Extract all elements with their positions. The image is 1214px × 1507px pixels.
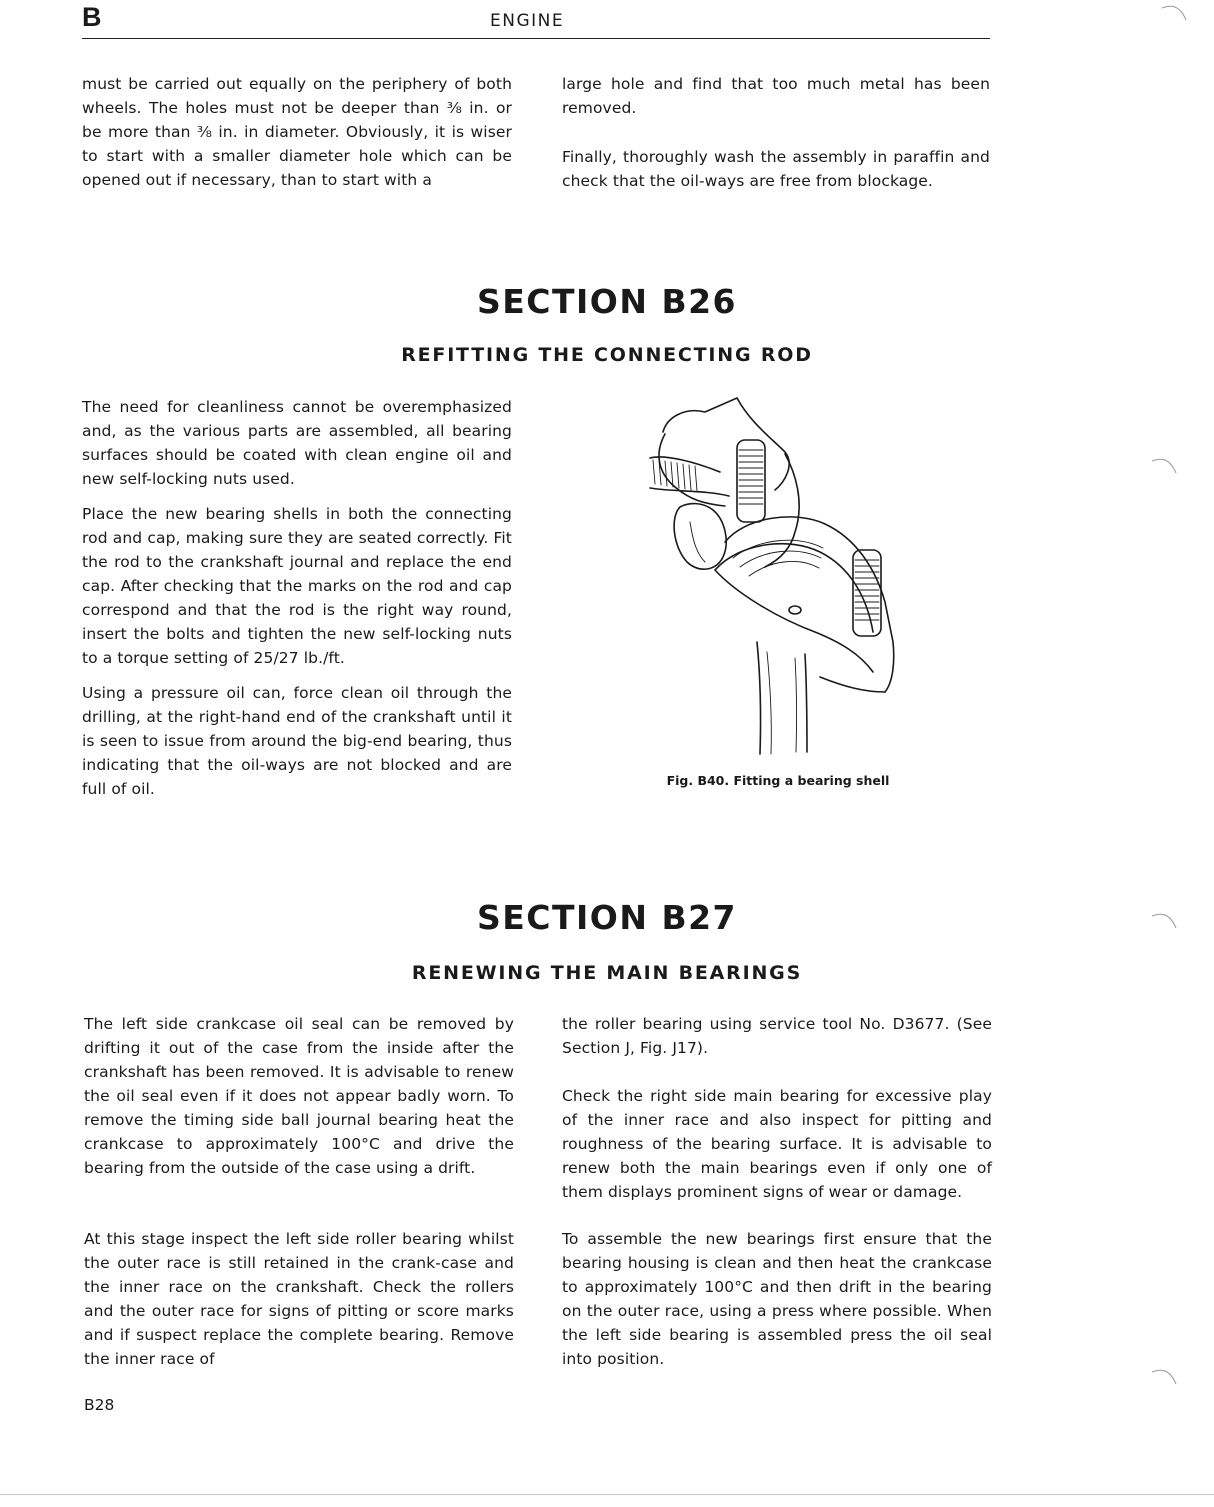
section-b27-subtitle: RENEWING THE MAIN BEARINGS	[411, 962, 803, 984]
figure-caption: Fig. B40. Fitting a bearing shell	[666, 773, 890, 788]
section-b27-title: SECTION B27	[476, 898, 738, 937]
edge-mark-icon	[1150, 910, 1180, 934]
top-right-paragraph-2: Finally, thoroughly wash the assembly in paraffin and check that the oil-ways are free from blockage.	[562, 148, 990, 190]
b27-right-paragraph-1: the roller bearing using service tool No. D3677. (See Section J, Fig. J17).	[562, 1015, 992, 1057]
page-number: B28	[84, 1396, 115, 1414]
scan-edge-line	[0, 1494, 1214, 1495]
chapter-letter: B	[82, 2, 102, 32]
b26-paragraph-1: The need for cleanliness cannot be overemphasized and, as the various parts are assembled, all bearing surfaces should be coated with clean engine oil and new self-locking nuts used.	[82, 398, 512, 488]
running-title: ENGINE	[490, 11, 565, 31]
section-b26-subtitle: REFITTING THE CONNECTING ROD	[401, 344, 813, 366]
section-b26-title: SECTION B26	[476, 282, 738, 321]
b26-paragraph-3: Using a pressure oil can, force clean oil through the drilling, at the right-hand end of the crankshaft until it is seen to issue from around the big-end bearing, thus indicating that the oil-ways are not blocked and are full of oil.	[82, 684, 512, 798]
b27-left-paragraph-1: The left side crankcase oil seal can be removed by drifting it out of the case from the inside after the crankshaft has been removed. It is advisable to renew the oil seal even if it does not appear badly worn. To remove the timing side ball journal bearing heat the crankcase to approximately 100°C and drive the bearing from the outside of the case using a drift.	[84, 1015, 514, 1177]
b27-left-paragraph-2: At this stage inspect the left side roller bearing whilst the outer race is still retained in the crank-case and the inner race on the crankshaft. Check the rollers and the outer race for signs of pitting or score marks and if suspect replace the complete bearing. Remove the inner race of	[84, 1230, 514, 1368]
b26-paragraph-2: Place the new bearing shells in both the connecting rod and cap, making sure they are seated correctly. Fit the rod to the crankshaft journal and replace the end cap. After checking that the marks on the rod and cap correspond and that the rod is the right way round, insert the bolts and tighten the new self-locking nuts to a torque setting of 25/27 lb./ft.	[82, 505, 512, 667]
top-right-paragraph-1: large hole and find that too much metal has been removed.	[562, 75, 990, 117]
edge-mark-icon	[1160, 2, 1190, 26]
b27-right-paragraph-3: To assemble the new bearings first ensure that the bearing housing is clean and then heat the crankcase to approximately 100°C and then drift in the bearing on the outer race, using a press where possible. When the left side bearing is assembled press the oil seal into position.	[562, 1230, 992, 1368]
edge-mark-icon	[1150, 1366, 1180, 1390]
top-left-paragraph: must be carried out equally on the periphery of both wheels. The holes must not be deeper than ⅜ in. or be more than ⅜ in. in diameter. Obviously, it is wiser to start with a smaller diameter hole which can be opened out if necessary, than to start with a	[82, 75, 512, 189]
header-rule	[82, 38, 990, 39]
b27-right-paragraph-2: Check the right side main bearing for excessive play of the inner race and also inspect for pitting and roughness of the bearing surface. It is advisable to renew both the main bearings even if only one of them displays prominent signs of wear or damage.	[562, 1087, 992, 1201]
edge-mark-icon	[1150, 455, 1180, 479]
bearing-shell-illustration	[645, 392, 910, 762]
